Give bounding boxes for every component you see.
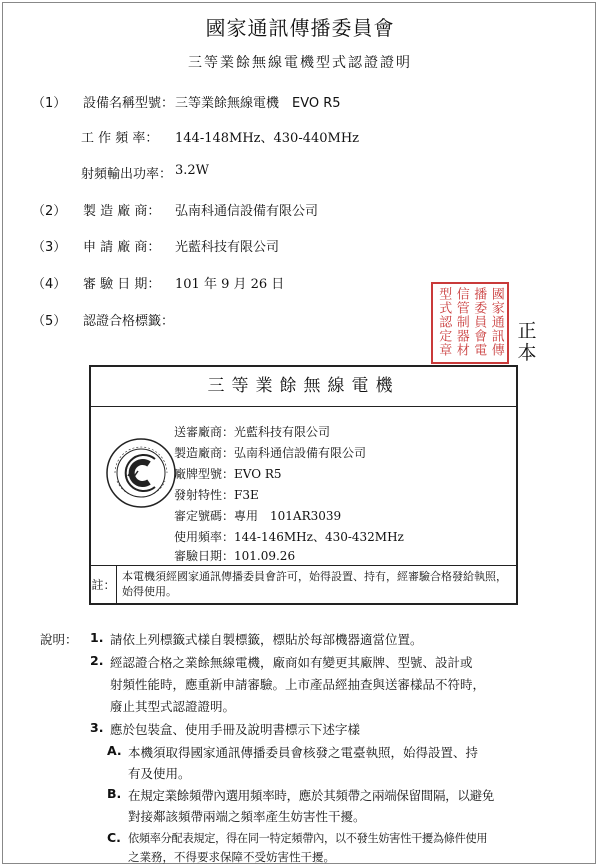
note-a-text-line-1: 本機須取得國家通訊傳播委員會核發之電臺執照，始得設置、持	[128, 745, 479, 760]
item-freq-label: 工 作 頻 率：	[81, 131, 159, 146]
note-b-letter: B.	[107, 786, 122, 801]
note-c-letter: C.	[107, 830, 121, 845]
note-tag: 註：	[91, 566, 117, 604]
label-row-applicant	[174, 423, 330, 440]
original-copy-stamp: 正本	[517, 320, 537, 364]
note-2-text-line-1: 經認證合格之業餘無線電機，廠商如有變更其廠牌、型號、設計或	[110, 655, 473, 670]
item-2-label: 製 造 廠 商：	[83, 204, 161, 219]
item-power-value: 3.2W	[175, 163, 210, 178]
item-2-value: 弘南科通信設備有限公司	[175, 204, 319, 219]
label-key: 廠牌型號：	[174, 467, 235, 481]
item-2-number: （2）	[32, 204, 67, 219]
note-c-text-line-1: 依頻率分配表規定，得在同一特定頻帶內，以不發生妨害性干擾為條件使用	[128, 832, 488, 845]
note-b-text-line-2: 對接鄰該頻帶兩端之頻率產生妨害性干擾。	[128, 809, 366, 824]
item-freq-value: 144-148MHz、430-440MHz	[175, 131, 360, 146]
label-key: 送審廠商：	[174, 425, 235, 439]
seal-column-1: 國家通訊傳	[488, 287, 504, 357]
label-value: 弘南科通信設備有限公司	[234, 446, 367, 460]
label-row-frequency	[174, 528, 404, 545]
label-heading: 三等業餘無線電機	[91, 367, 516, 407]
label-row-emission	[174, 486, 259, 503]
label-key: 審定號碼：	[174, 509, 235, 523]
item-4-label: 審 驗 日 期：	[83, 277, 161, 292]
note-1-text: 請依上列標籤式樣自製標籤，標貼於每部機器適當位置。	[110, 632, 423, 647]
seal-column-3: 信管制器材	[453, 287, 469, 357]
note-b-text-line-1: 在規定業餘頻帶內選用頻率時，應於其頻帶之兩端保留間隔，以避免	[128, 788, 495, 803]
item-1-value: 三等業餘無線電機 EVO R5	[175, 96, 341, 111]
label-value: 144-146MHz、430-432MHz	[234, 530, 404, 544]
note-2-text-line-3: 廢止其型式認證證明。	[110, 699, 236, 714]
note-a-text-line-2: 有及使用。	[128, 766, 191, 781]
item-3-label: 申 請 廠 商：	[83, 240, 161, 255]
label-footer	[91, 565, 516, 604]
label-key: 審驗日期：	[174, 549, 235, 563]
item-5-number: （5）	[32, 314, 67, 329]
note-3-number: 3.	[90, 720, 104, 735]
item-5-label: 認證合格標籤：	[83, 314, 175, 329]
note-c-text-line-2: 之業務，不得要求保障不受妨害性干擾。	[128, 850, 335, 864]
note-2-text-line-2: 射頻性能時，應重新申請審驗。上市產品經抽查與送審樣品不符時，	[110, 677, 486, 692]
note-text: 本電機須經國家通訊傳播委員會許可，始得設置、持有，經審驗合格發給執照，始得使用。	[122, 570, 507, 598]
document-subtitle: 三等業餘無線電機型式認證證明	[188, 55, 412, 71]
label-value: 光藍科技有限公司	[234, 425, 331, 439]
notes-heading: 說明：	[40, 632, 78, 647]
note-2-number: 2.	[90, 653, 104, 668]
label-row-manufacturer	[174, 444, 366, 461]
label-key: 使用頻率：	[174, 530, 235, 544]
item-4-value: 101 年 9 月 26 日	[175, 277, 285, 292]
label-row-model	[174, 465, 282, 482]
document-title: 國家通訊傳播委員會	[205, 16, 395, 40]
label-row-date	[174, 547, 295, 564]
item-1-label: 設備名稱型號：	[83, 96, 175, 111]
item-3-number: （3）	[32, 240, 67, 255]
label-value: F3E	[234, 488, 259, 502]
item-4-number: （4）	[32, 277, 67, 292]
ncc-logo-icon	[105, 437, 177, 509]
label-value: EVO R5	[234, 467, 282, 481]
note-1-number: 1.	[90, 630, 104, 645]
item-1-number: （1）	[32, 96, 67, 111]
note-3-text: 應於包裝盒、使用手冊及說明書標示下述字樣	[110, 722, 361, 737]
label-value: 101.09.26	[234, 549, 296, 563]
label-key: 發射特性：	[174, 488, 235, 502]
seal-column-2: 播委員會電	[471, 287, 487, 357]
label-key: 製造廠商：	[174, 446, 235, 460]
certification-label	[89, 365, 518, 605]
label-value: 專用 101AR3039	[234, 509, 342, 523]
label-row-approval-number	[174, 507, 341, 524]
item-3-value: 光藍科技有限公司	[175, 240, 280, 255]
seal-column-4: 型式認定章	[436, 287, 452, 357]
note-a-letter: A.	[107, 743, 122, 758]
item-power-label: 射頻輸出功率：	[81, 167, 173, 182]
approval-seal	[431, 282, 509, 364]
